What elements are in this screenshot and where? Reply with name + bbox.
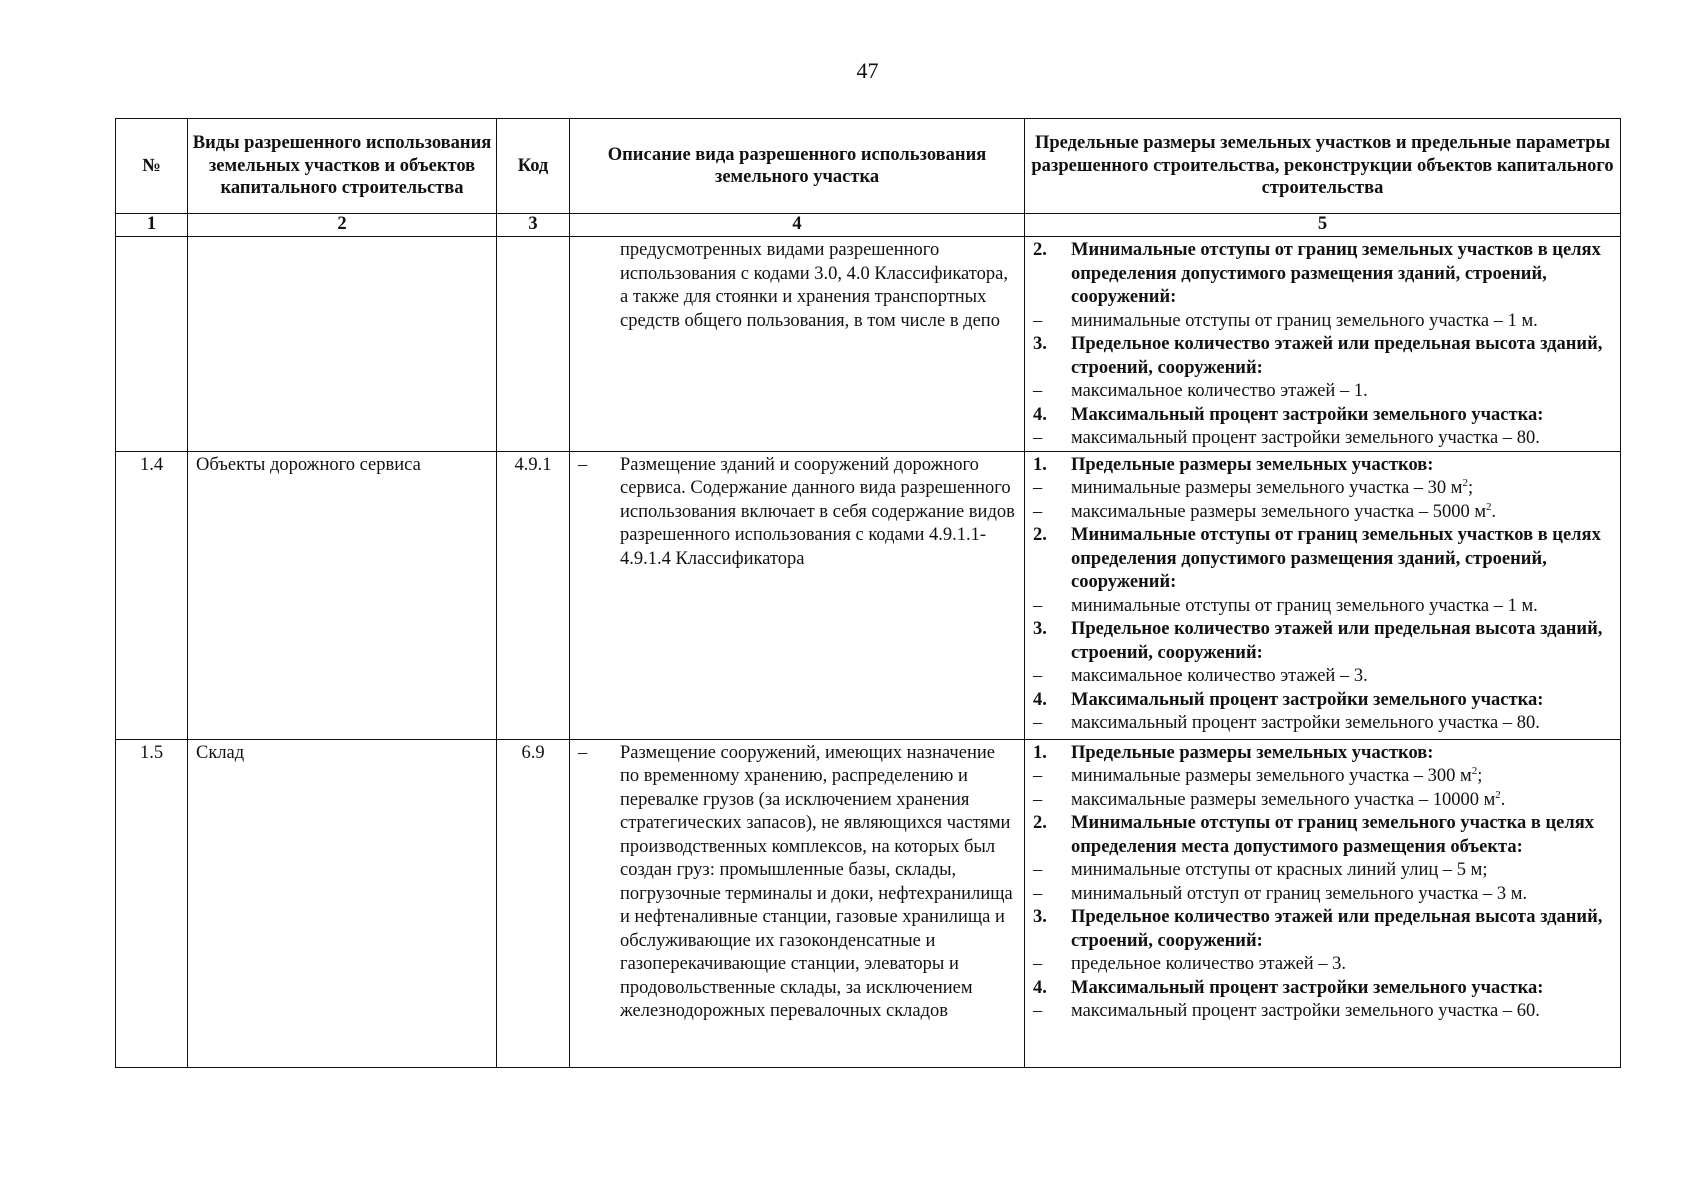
- parameter-item: [1033, 859, 1614, 883]
- parameter-tail: ;: [1468, 478, 1474, 498]
- parameter-item: [1033, 765, 1614, 789]
- superscript: 2: [1462, 476, 1468, 489]
- use-type-code: 6.9: [497, 739, 570, 1067]
- parameter-item: [1033, 380, 1614, 404]
- parameter-heading: [1033, 689, 1614, 713]
- use-type-name: Склад: [188, 739, 497, 1067]
- column-number: 5: [1025, 214, 1621, 237]
- parameter-heading: [1033, 239, 1614, 310]
- parameter-item: [1033, 712, 1614, 736]
- parameter-text: Предельное количество этажей или предельная высота зданий, строений, сооружений:: [1071, 907, 1603, 951]
- page-number: 47: [856, 58, 879, 83]
- superscript: 2: [1471, 764, 1478, 777]
- parameter-tail: .: [1491, 501, 1497, 522]
- parameter-heading: [1033, 812, 1614, 859]
- parameter-text: Минимальные отступы от границ земельных участков в целях определения допустимого размещения зданий, строений, сооружений:: [1071, 525, 1601, 592]
- parameter-heading: [1033, 742, 1614, 766]
- parameter-text: Максимальный процент застройки земельного участка:: [1071, 689, 1544, 710]
- table-row: [116, 237, 1621, 452]
- row-number: [116, 237, 188, 452]
- parameter-heading: [1033, 333, 1614, 380]
- parameter-marker: –: [1033, 789, 1043, 810]
- parameter-marker: –: [1033, 478, 1043, 498]
- column-number: 3: [497, 214, 570, 237]
- parameter-text: максимальный процент застройки земельного участка – 80.: [1071, 713, 1540, 733]
- parameter-marker: 2.: [1033, 240, 1047, 260]
- header-description: Описание вида разрешенного использования земельного участка: [570, 119, 1025, 214]
- parameter-tail: ;: [1477, 766, 1483, 786]
- parameter-text: максимальный процент застройки земельного участка – 80.: [1071, 428, 1540, 448]
- parameter-marker: 4.: [1033, 689, 1047, 710]
- column-number: 1: [116, 214, 188, 237]
- parameter-text: максимальный процент застройки земельного участка – 60.: [1071, 1001, 1540, 1021]
- parameter-item: [1033, 477, 1614, 501]
- parameter-text: Максимальный процент застройки земельного участка:: [1071, 977, 1544, 998]
- header-code: Код: [497, 119, 570, 214]
- parameter-text: минимальные размеры земельного участка – 300 м: [1071, 766, 1472, 786]
- use-type-name: [188, 237, 497, 452]
- parameter-text: минимальные размеры земельного участка – 30 м: [1071, 478, 1463, 498]
- parameter-text: максимальное количество этажей – 3.: [1071, 666, 1368, 686]
- parameter-marker: –: [1033, 666, 1043, 686]
- parameter-item: [1033, 665, 1614, 689]
- description-text: Размещение зданий и сооружений дорожного сервиса. Содержание данного вида разрешенного использования включает в себя содержание видов разрешенного использования с кодами 4.9.1.1-4.9.1.4 Классификатора: [620, 454, 1015, 569]
- parameter-text: минимальный отступ от границ земельного участка – 3 м.: [1071, 883, 1528, 904]
- use-type-code: 4.9.1: [497, 451, 570, 739]
- parameter-marker: 2.: [1033, 525, 1047, 545]
- parameter-list: [1025, 739, 1621, 1067]
- parameter-text: Минимальные отступы от границ земельных участков в целях определения допустимого размещения зданий, строений, сооружений:: [1071, 240, 1601, 307]
- row-number: 1.4: [116, 451, 188, 739]
- parameter-marker: –: [1033, 381, 1043, 401]
- header-parameters: Предельные размеры земельных участков и предельные параметры разрешенного строительства, реконструкции объектов капитального строительства: [1025, 119, 1621, 214]
- parameter-text: максимальные размеры земельного участка – 10000 м: [1071, 789, 1496, 810]
- parameter-heading: [1033, 618, 1614, 665]
- parameter-item: [1033, 501, 1614, 525]
- parameter-marker: –: [1033, 883, 1043, 904]
- parameter-item: [1033, 1000, 1614, 1024]
- parameter-text: максимальное количество этажей – 1.: [1071, 381, 1368, 401]
- use-type-name: Объекты дорожного сервиса: [188, 451, 497, 739]
- parameter-marker: 1.: [1033, 454, 1047, 475]
- parameter-heading: [1033, 977, 1614, 1001]
- parameter-list: [1025, 237, 1621, 452]
- column-number-row: [116, 214, 1621, 237]
- parameter-marker: –: [1033, 595, 1043, 616]
- table-row: [116, 451, 1621, 739]
- header-number: №: [116, 119, 188, 214]
- row-number: 1.5: [116, 739, 188, 1067]
- parameter-text: минимальные отступы от красных линий улиц – 5 м;: [1071, 860, 1488, 880]
- parameter-text: предельное количество этажей – 3.: [1071, 954, 1347, 974]
- parameter-marker: 1.: [1033, 742, 1047, 763]
- parameter-heading: [1033, 524, 1614, 595]
- parameter-text: Минимальные отступы от границ земельного участка в целях определения места допустимого размещения объекта:: [1071, 813, 1594, 857]
- description-text: предусмотренных видами разрешенного использования с кодами 3.0, 4.0 Классификатора, а также для стоянки и хранения транспортных средств общего пользования, в том числе в депо: [620, 240, 1008, 331]
- parameter-marker: –: [1033, 428, 1043, 448]
- parameter-marker: 4.: [1033, 977, 1047, 998]
- parameter-marker: 3.: [1033, 619, 1047, 639]
- use-description: [570, 451, 1025, 739]
- parameter-marker: –: [1033, 860, 1043, 880]
- parameter-text: Предельное количество этажей или предельная высота зданий, строений, сооружений:: [1071, 619, 1603, 663]
- parameter-marker: 3.: [1033, 334, 1047, 354]
- parameter-text: максимальные размеры земельного участка – 5000 м: [1071, 501, 1487, 522]
- column-number: 2: [188, 214, 497, 237]
- description-dash: –: [578, 742, 588, 763]
- use-description: [570, 237, 1025, 452]
- superscript: 2: [1495, 788, 1501, 801]
- parameter-marker: –: [1033, 501, 1043, 522]
- description-dash: [575, 239, 620, 333]
- parameter-text: минимальные отступы от границ земельного участка – 1 м.: [1071, 310, 1538, 331]
- use-type-code: [497, 237, 570, 452]
- parameter-text: Максимальный процент застройки земельного участка:: [1071, 404, 1544, 425]
- parameter-marker: –: [1033, 713, 1043, 733]
- land-use-table: [115, 118, 1621, 1068]
- parameter-heading: [1033, 404, 1614, 428]
- parameter-marker: 3.: [1033, 907, 1047, 927]
- superscript: 2: [1486, 500, 1492, 513]
- parameter-text: минимальные отступы от границ земельного участка – 1 м.: [1071, 595, 1538, 616]
- parameter-item: [1033, 310, 1614, 334]
- parameter-item: [1033, 953, 1614, 977]
- parameter-item: [1033, 789, 1614, 813]
- parameter-list: [1025, 451, 1621, 739]
- table-header-row: [116, 119, 1621, 214]
- parameter-text: Предельное количество этажей или предельная высота зданий, строений, сооружений:: [1071, 334, 1603, 378]
- parameter-tail: .: [1500, 789, 1506, 810]
- table-body: [116, 237, 1621, 1068]
- parameter-marker: 4.: [1033, 404, 1047, 425]
- table-row: [116, 739, 1621, 1067]
- parameter-heading: [1033, 906, 1614, 953]
- parameter-heading: [1033, 454, 1614, 478]
- parameter-marker: –: [1033, 766, 1043, 786]
- use-description: [570, 739, 1025, 1067]
- parameter-marker: –: [1033, 954, 1043, 974]
- parameter-item: [1033, 883, 1614, 907]
- parameter-item: [1033, 595, 1614, 619]
- description-text: Размещение сооружений, имеющих назначение по временному хранению, распределению и перевалке грузов (за исключением хранения стратегических запасов), не являющихся частями производственных комплексов, на которых был создан груз: промышленные базы, склады, погрузочные терминалы и доки, нефтехранилища и нефтеналивные станции, газовые хранилища и обслуживающие их газоконденсатные и газоперекачивающие станции, элеваторы и продовольственные склады, за исключением железнодорожных перевалочных складов: [620, 742, 1013, 1021]
- parameter-marker: 2.: [1033, 813, 1047, 833]
- parameter-text: Предельные размеры земельных участков:: [1071, 454, 1434, 475]
- parameter-marker: –: [1033, 1001, 1043, 1021]
- parameter-item: [1033, 427, 1614, 451]
- column-number: 4: [570, 214, 1025, 237]
- parameter-text: Предельные размеры земельных участков:: [1071, 742, 1434, 763]
- header-use-type: Виды разрешенного использования земельных участков и объектов капитального строительства: [188, 119, 497, 214]
- description-dash: –: [578, 454, 588, 475]
- parameter-marker: –: [1033, 310, 1043, 331]
